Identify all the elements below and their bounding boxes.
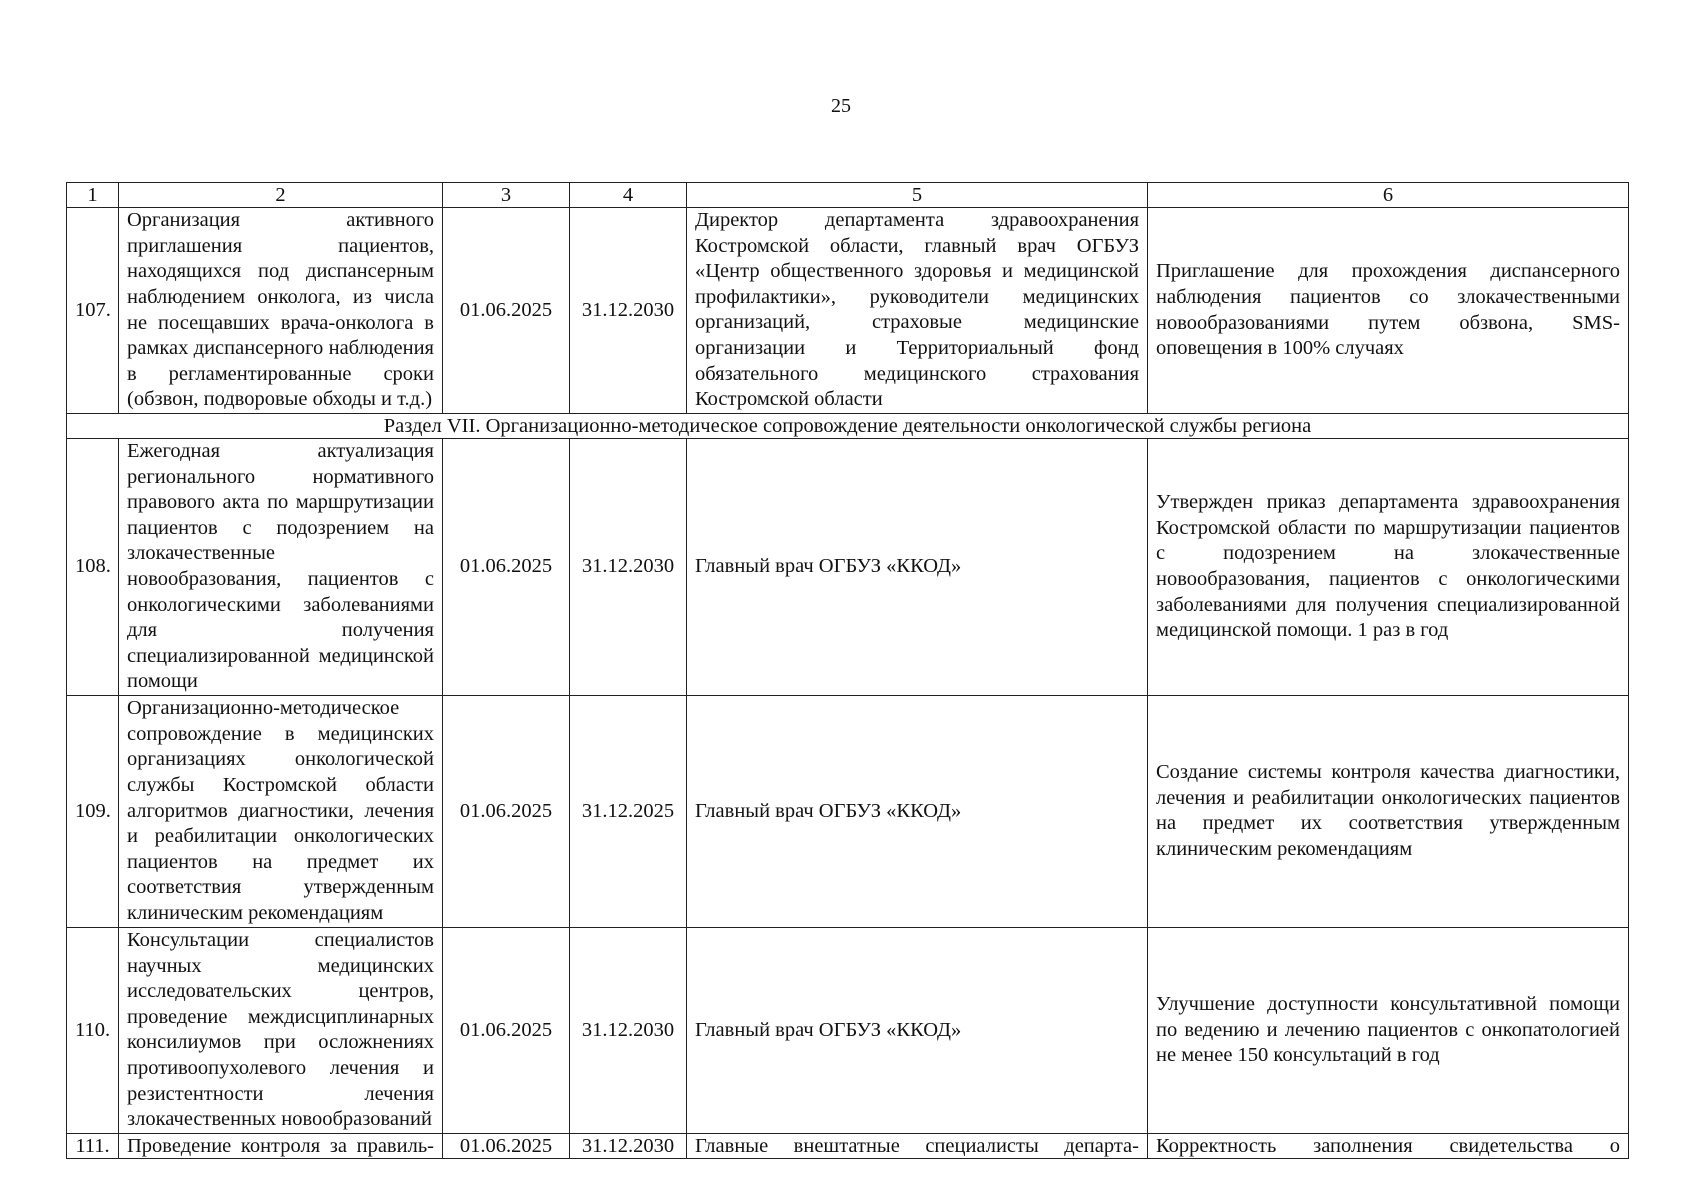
row-number: 111. (67, 1133, 119, 1158)
expected-result: Приглашение для прохождения диспансерного наблюдения пациентов со злокачественными новообразованиями путем обзвона, SMS-оповещения в 100% случаях (1148, 208, 1629, 414)
expected-result: Улучшение доступности консультативной помощи по ведению и лечению пациентов с онкопатологией не менее 150 консультаций в год (1148, 927, 1629, 1133)
measure-description: Ежегодная актуализация регионального нормативного правового акта по маршрутизации пациентов с подозрением на злокачественные новообразования, пациентов с онкологическими заболеваниями для получения специализированной медицинской помощи (119, 439, 443, 696)
responsible: Главный врач ОГБУЗ «ККОД» (687, 927, 1148, 1133)
responsible: Директор департамента здравоохранения Костромской области, главный врач ОГБУЗ «Центр общественного здоровья и медицинской профилактики», руководители медицинских организаций, страховые медицинские организации и Территориальный фонд обязательного медицинского страхования Костромской области (687, 208, 1148, 414)
measure-description: Консультации специалистов научных медицинских исследовательских центров, проведение междисциплинарных консилиумов при осложнениях противоопухолевого лечения и резистентности лечения злокачественных новообразований (119, 927, 443, 1133)
start-date: 01.06.2025 (443, 1133, 570, 1158)
start-date: 01.06.2025 (443, 695, 570, 927)
row-number: 107. (67, 208, 119, 414)
expected-result: Корректность заполнения свидетельства о (1148, 1133, 1629, 1158)
end-date: 31.12.2030 (570, 208, 687, 414)
expected-result: Утвержден приказ департамента здравоохранения Костромской области по маршрутизации пациентов с подозрением на злокачественные новообразования, пациентов с онкологическими заболеваниями для получения специализированной медицинской помощи. 1 раз в год (1148, 439, 1629, 696)
start-date: 01.06.2025 (443, 439, 570, 696)
end-date: 31.12.2030 (570, 439, 687, 696)
row-number: 109. (67, 695, 119, 927)
section-heading: Раздел VII. Организационно-методическое сопровождение деятельности онкологической службы региона (67, 414, 1629, 439)
column-number: 2 (119, 183, 443, 208)
section-heading-row (67, 414, 1629, 439)
table-row (67, 695, 1629, 927)
measure-description: Организационно-методическое сопровождение в медицинских организациях онкологической службы Костромской области алгоритмов диагностики, лечения и реабилитации онкологических пациентов на предмет их соответствия утвержденным клиническим рекомендациям (119, 695, 443, 927)
measure-description: Проведение контроля за правиль- (119, 1133, 443, 1158)
end-date: 31.12.2025 (570, 695, 687, 927)
column-number: 1 (67, 183, 119, 208)
column-number-row (67, 183, 1629, 208)
table-row (67, 1133, 1629, 1158)
responsible: Главные внештатные специалисты департа- (687, 1133, 1148, 1158)
row-number: 108. (67, 439, 119, 696)
measure-description: Организация активного приглашения пациентов, находящихся под диспансерным наблюдением онколога, из числа не посещавших врача-онколога в рамках диспансерного наблюдения в регламентированные сроки (обзвон, подворовые обходы и т.д.) (119, 208, 443, 414)
responsible: Главный врач ОГБУЗ «ККОД» (687, 695, 1148, 927)
page-number: 25 (831, 95, 851, 117)
column-number: 6 (1148, 183, 1629, 208)
column-number: 5 (687, 183, 1148, 208)
table-row (67, 439, 1629, 696)
end-date: 31.12.2030 (570, 927, 687, 1133)
end-date: 31.12.2030 (570, 1133, 687, 1158)
table-row (67, 927, 1629, 1133)
start-date: 01.06.2025 (443, 208, 570, 414)
column-number: 3 (443, 183, 570, 208)
responsible: Главный врач ОГБУЗ «ККОД» (687, 439, 1148, 696)
row-number: 110. (67, 927, 119, 1133)
table-row (67, 208, 1629, 414)
start-date: 01.06.2025 (443, 927, 570, 1133)
expected-result: Создание системы контроля качества диагностики, лечения и реабилитации онкологических пациентов на предмет их соответствия утвержденным клиническим рекомендациям (1148, 695, 1629, 927)
action-plan-table (66, 182, 1629, 1159)
column-number: 4 (570, 183, 687, 208)
